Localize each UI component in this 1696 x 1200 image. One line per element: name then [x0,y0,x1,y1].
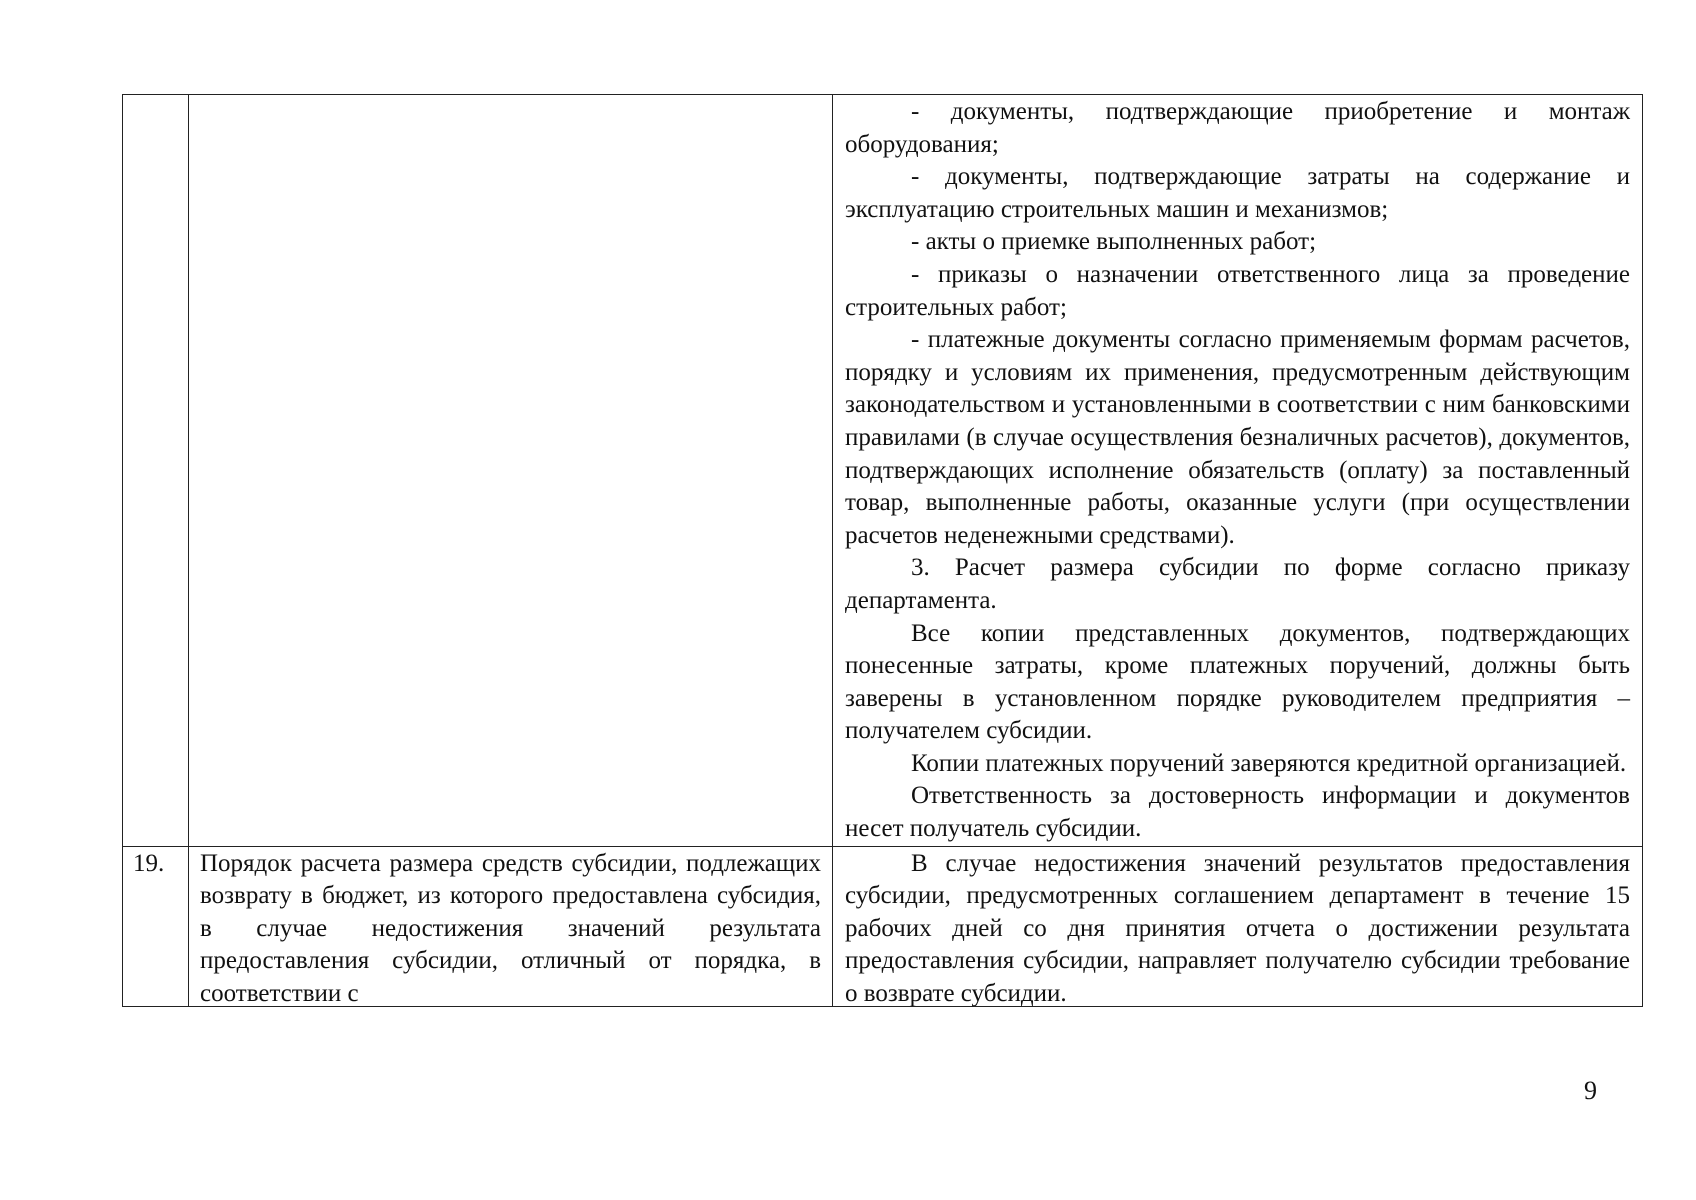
row-number-cell [123,846,189,1006]
row-name-cell [189,846,833,1006]
row-description-cell [833,95,1643,847]
row-number-cell [123,95,189,847]
table-row-continuation [123,95,1643,847]
row-name-cell [189,95,833,847]
paragraph-acceptance-acts: - акты о приемке выполненных работ; [911,228,1317,256]
page-number: 9 [1584,1076,1597,1105]
paragraph-copies-certification: Все копии представленных документов, подтверждающих понесенные затраты, кроме платежных поручений, должны быть заверены в установленном порядке руководителем предприятия – получателем субсидии. [845,619,1630,745]
table-row-19 [123,846,1643,1006]
row-number: 19. [133,849,165,877]
row-name-text: Порядок расчета размера средств субсидии, подлежащих возврату в бюджет, из которого предоставлена субсидия, в случае недостижения значений результата предоставления субсидии, отличный от порядка, в соответствии с [200,849,821,1006]
paragraph-payment-documents: - платежные документы согласно применяемым формам расчетов, порядку и условиям их применения, предусмотренным действующим законодательством и установленными в соответствии с ним банковскими правилами (в случае осуществления безналичных расчетов), документов, подтверждающих исполнение обязательств (оплату) за поставленный товар, выполненные работы, оказанные услуги (при осуществлении расчетов неденежными средствами). [845,326,1630,549]
paragraph-responsible-person-orders: - приказы о назначении ответственного лица за проведение строительных работ; [845,260,1630,321]
paragraph-equipment-docs: - документы, подтверждающие приобретение и монтаж оборудования; [845,98,1630,158]
row-description-cell [833,846,1643,1006]
paragraph-machinery-costs: - документы, подтверждающие затраты на содержание и эксплуатацию строительных машин и механизмов; [845,163,1630,223]
document-table [122,94,1643,1007]
paragraph-payment-orders-copies: Копии платежных поручений заверяются кредитной организацией. [911,749,1627,777]
paragraph-subsidy-calculation: 3. Расчет размера субсидии по форме согласно приказу департамента. [845,554,1630,614]
row-description-text: В случае недостижения значений результатов предоставления субсидии, предусмотренных соглашением департамент в течение 15 рабочих дней со дня принятия отчета о достижении результата предоставления субсидии, направляет получателю субсидии требование о возврате субсидии. [845,849,1630,1006]
paragraph-responsibility: Ответственность за достоверность информации и документов несет получатель субсидии. [845,782,1630,843]
